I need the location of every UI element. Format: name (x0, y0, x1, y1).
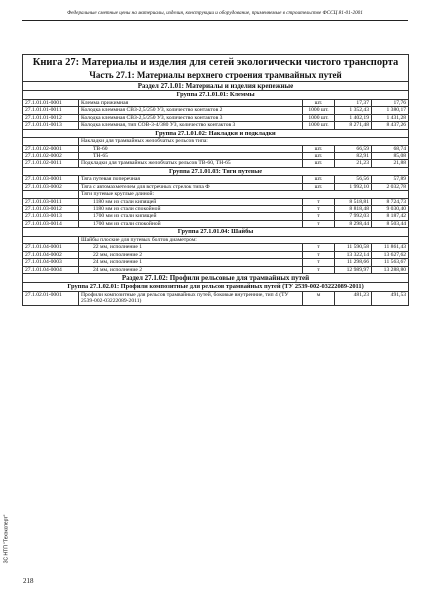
item-price-release: 21,88 (372, 160, 409, 167)
table-row (23, 153, 409, 160)
item-price-release: 68,74 (372, 145, 409, 152)
table-row (23, 176, 409, 183)
group-heading-row (23, 167, 409, 176)
item-code: 27.1.01.03-0013 (23, 213, 79, 220)
item-unit: шт. (303, 183, 335, 190)
note-row (23, 236, 409, 243)
publisher-label: ЗС НТП "Техэксперт" (3, 514, 10, 564)
note-text: Накладки для трамвайных желобчатых рельсов типа: (79, 138, 409, 145)
table-row (23, 244, 409, 251)
table-row (23, 122, 409, 129)
item-code: 27.1.01.01-0013 (23, 122, 79, 129)
group-heading-row (23, 283, 409, 292)
section-heading-row (23, 82, 409, 91)
note-row (23, 191, 409, 198)
section-heading: Раздел 27.1.01: Материалы и изделия крепежные (23, 82, 409, 91)
table-row (23, 114, 409, 121)
publisher-sidebar (3, 510, 14, 570)
item-name: 22 мм, исполнение 1 (79, 244, 303, 251)
table-row (23, 145, 409, 152)
item-price-release: 1 380,17 (372, 107, 409, 114)
item-price-release: 17,76 (372, 100, 409, 107)
item-price-release: 9 030,40 (372, 206, 409, 213)
item-name: 1700 мм из стали спокойной (79, 220, 303, 227)
group-heading: Группа 27.1.02.01: Профили композитные для рельсов трамвайных путей (ТУ 2539-002-03222089-2011) (23, 283, 409, 292)
item-code: 27.1.01.04-0002 (23, 251, 79, 258)
item-price-release: 11 861,43 (372, 244, 409, 251)
table-row (23, 183, 409, 190)
table-row (23, 251, 409, 258)
item-price-release: 491,53 (372, 291, 409, 305)
item-unit: т (303, 266, 335, 273)
item-price-release: 2 032,78 (372, 183, 409, 190)
item-price-estimate: 1 352,43 (335, 107, 372, 114)
item-price-estimate: 11 298,66 (335, 259, 372, 266)
group-heading-row (23, 91, 409, 100)
item-price-release: 8 724,73 (372, 198, 409, 205)
item-name: 1180 мм из стали кипящей (79, 198, 303, 205)
note-text: Шайбы плоские для путевых болтов диаметром: (79, 236, 409, 243)
item-code: 27.1.01.02-0011 (23, 160, 79, 167)
item-unit: шт. (303, 153, 335, 160)
item-code: 27.1.01.01-0011 (23, 107, 79, 114)
item-name: 1700 мм из стали кипящей (79, 213, 303, 220)
table-row (23, 266, 409, 273)
item-code: 27.1.01.03-0002 (23, 183, 79, 190)
item-name: ТВ-60 (79, 145, 303, 152)
item-price-estimate: 17,37 (335, 100, 372, 107)
item-unit: т (303, 220, 335, 227)
item-name: Тяга путевая поперечная (79, 176, 303, 183)
part-title: Часть 27.1: Материалы верхнего строения трамвайных путей (23, 70, 409, 82)
item-unit: м (303, 291, 335, 305)
item-code: 27.1.01.04-0004 (23, 266, 79, 273)
item-name: Колодка клеммная СВЗ-2,5/250 УЗ, количество контактов 3 (79, 114, 303, 121)
item-unit: т (303, 213, 335, 220)
item-price-estimate: 7 992,03 (335, 213, 372, 220)
item-price-estimate: 8 518,81 (335, 198, 372, 205)
item-code: 27.1.01.01-0001 (23, 100, 79, 107)
item-name: Колодка клеммная СВЗ-2,5/250 УЗ, количество контактов 2 (79, 107, 303, 114)
header-rule (22, 20, 408, 21)
item-name: 22 мм, исполнение 2 (79, 251, 303, 258)
page-number: 218 (23, 577, 34, 585)
book-title-row (23, 55, 409, 71)
group-heading: Группа 27.1.01.01: Клеммы (23, 91, 409, 100)
item-name: 24 мм, исполнение 2 (79, 266, 303, 273)
item-price-estimate: 82,91 (335, 153, 372, 160)
table-row (23, 291, 409, 305)
item-price-estimate: 21,23 (335, 160, 372, 167)
group-heading: Группа 27.1.01.03: Тяги путевые (23, 167, 409, 176)
item-price-estimate: 8 298,44 (335, 220, 372, 227)
group-heading-row (23, 129, 409, 138)
item-unit: т (303, 198, 335, 205)
item-code: 27.1.02.01-0001 (23, 291, 79, 305)
item-price-estimate: 13 322,14 (335, 251, 372, 258)
item-unit: шт. (303, 160, 335, 167)
item-price-estimate: 8 271,48 (335, 122, 372, 129)
table-row (23, 213, 409, 220)
item-price-estimate: 8 818,48 (335, 206, 372, 213)
table-row (23, 107, 409, 114)
item-price-estimate: 56,56 (335, 176, 372, 183)
item-unit: т (303, 251, 335, 258)
table-row (23, 206, 409, 213)
item-name: Профили композитные для рельсов трамвайных путей, боковые внутренние, тип 4 (ТУ 2539-002-03222089-2011) (79, 291, 303, 305)
table-row (23, 198, 409, 205)
item-code: 27.1.01.04-0003 (23, 259, 79, 266)
item-unit: т (303, 206, 335, 213)
item-name: 1180 мм из стали спокойной (79, 206, 303, 213)
part-title-row (23, 70, 409, 82)
note-row (23, 138, 409, 145)
item-code: 27.1.01.03-0012 (23, 206, 79, 213)
item-price-estimate: 11 590,58 (335, 244, 372, 251)
item-price-estimate: 1 402,19 (335, 114, 372, 121)
item-unit: т (303, 259, 335, 266)
item-name: Тяга с автомахметелем для встречных стрелок типа Ф (79, 183, 303, 190)
table-row (23, 259, 409, 266)
item-name: 24 мм, исполнение 1 (79, 259, 303, 266)
item-price-release: 85,08 (372, 153, 409, 160)
item-price-release: 8 437,26 (372, 122, 409, 129)
item-name: Подкладки для трамвайных желобчатых рельсов ТВ-60, ТН-65 (79, 160, 303, 167)
item-code: 27.1.01.01-0012 (23, 114, 79, 121)
item-price-release: 57,89 (372, 176, 409, 183)
item-unit: 1000 шт. (303, 107, 335, 114)
price-table (22, 54, 409, 306)
item-name: Колодка клеммная, тип СОВ-3-4/380 УЗ, количество контактов 3 (79, 122, 303, 129)
section-heading-row (23, 273, 409, 282)
book-title: Книга 27: Материалы и изделия для сетей экологически чистого транспорта (23, 55, 409, 71)
item-price-estimate: 1 992,10 (335, 183, 372, 190)
item-code: 27.1.01.03-0001 (23, 176, 79, 183)
table-row (23, 160, 409, 167)
item-price-release: 1 431,28 (372, 114, 409, 121)
group-heading-row (23, 228, 409, 237)
item-price-release: 13 288,80 (372, 266, 409, 273)
item-code: 27.1.01.04-0001 (23, 244, 79, 251)
table-row (23, 100, 409, 107)
item-price-estimate: 12 989,97 (335, 266, 372, 273)
section-heading: Раздел 27.1.02: Профили рельсовые для трамвайных путей (23, 273, 409, 282)
table-row (23, 220, 409, 227)
item-code: 27.1.01.02-0002 (23, 153, 79, 160)
item-unit: 1000 шт. (303, 114, 335, 121)
item-name: ТН-65 (79, 153, 303, 160)
item-unit: 1000 шт. (303, 122, 335, 129)
item-price-release: 8 503,44 (372, 220, 409, 227)
item-code: 27.1.01.02-0001 (23, 145, 79, 152)
item-price-release: 13 627,62 (372, 251, 409, 258)
group-heading: Группа 27.1.01.02: Накладки и подкладки (23, 129, 409, 138)
item-code: 27.1.01.03-0011 (23, 198, 79, 205)
group-heading: Группа 27.1.01.04: Шайбы (23, 228, 409, 237)
item-price-estimate: 66,59 (335, 145, 372, 152)
item-code: 27.1.01.03-0014 (23, 220, 79, 227)
item-unit: шт. (303, 100, 335, 107)
running-header: Федеральные сметные цены на материалы, изделия, конструкции и оборудование, применяемые в строительстве ФССЦ 81-01-2001 (67, 10, 363, 16)
item-unit: шт. (303, 176, 335, 183)
item-unit: шт. (303, 145, 335, 152)
item-name: Клемма прижимная (79, 100, 303, 107)
item-unit: т (303, 244, 335, 251)
item-price-release: 11 563,67 (372, 259, 409, 266)
note-text: Тяги путевые круглые длиной: (79, 191, 409, 198)
item-price-release: 8 187,42 (372, 213, 409, 220)
item-price-estimate: 481,23 (335, 291, 372, 305)
